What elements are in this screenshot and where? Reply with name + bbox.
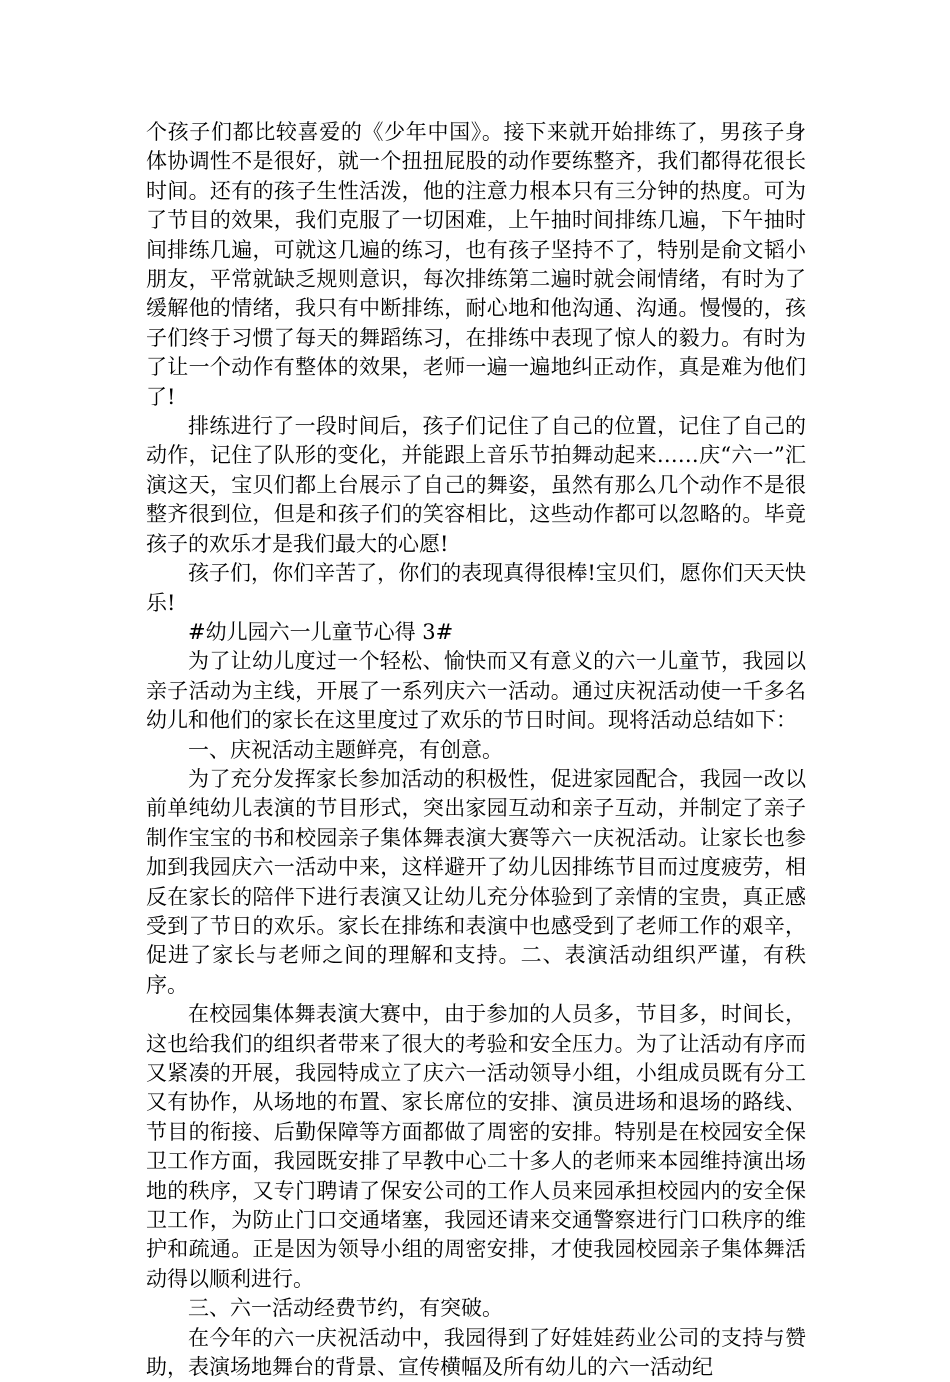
paragraph-intro: 为了让幼儿度过一个轻松、愉快而又有意义的六一儿童节，我园以亲子活动为主线，开展了一系列庆六一活动。通过庆祝活动使一千多名幼儿和他们的家长在这里度过了欢乐的节日时间。现将活动总结如下： [146,649,806,733]
section-heading-3: #幼儿园六一儿童节心得 3# [188,619,454,644]
paragraph-parent-participation: 为了充分发挥家长参加活动的积极性，促进家园配合，我园一改以前单纯幼儿表演的节目形式，突出家园互动和亲子互动，并制定了亲子制作宝宝的书和校园亲子集体舞表演大赛等六一庆祝活动。让家长也参加到我园庆六一活动中来，这样避开了幼儿因排练节目而过度疲劳，相反在家长的陪伴下进行表演又让幼儿充分体验到了亲情的宝贵，真正感受到了节日的欢乐。家长在排练和表演中也感受到了老师工作的艰辛，促进了家长与老师之间的理解和支持。二、表演活动组织严谨，有秩序。 [146,766,806,997]
document-body [146,118,806,1382]
paragraph-sponsorship: 在今年的六一庆祝活动中，我园得到了好娃娃药业公司的支持与赞助，表演场地舞台的背景、宣传横幅及所有幼儿的六一活动纪 [146,1325,806,1380]
paragraph-rehearsal-continued: 个孩子们都比较喜爱的《少年中国》。接下来就开始排练了，男孩子身体协调性不是很好，就一个扭扭屁股的动作要练整齐，我们都得花很长时间。还有的孩子生性活泼，他的注意力根本只有三分钟的热度。可为了节目的效果，我们克服了一切困难，上午抽时间排练几遍，下午抽时间排练几遍，可就这几遍的练习，也有孩子坚持不了，特别是俞文韬小朋友，平常就缺乏规则意识，每次排练第二遍时就会闹情绪，有时为了缓解他的情绪，我只有中断排练，耐心地和他沟通、沟通。慢慢的，孩子们终于习惯了每天的舞蹈练习，在排练中表现了惊人的毅力。有时为了让一个动作有整体的效果，老师一遍一遍地纠正动作，真是难为他们了! [146,120,806,409]
paragraph-wishes: 孩子们，你们辛苦了，你们的表现真得很棒!宝贝们，愿你们天天快乐! [146,561,806,615]
paragraph-organization: 在校园集体舞表演大赛中，由于参加的人员多，节目多，时间长，这也给我们的组织者带来了很大的考验和安全压力。为了让活动有序而又紧凑的开展，我园特成立了庆六一活动领导小组，小组成员既有分工又有协作，从场地的布置、家长席位的安排、演员进场和退场的路线、节目的衔接、后勤保障等方面都做了周密的安排。特别是在校园安全保卫工作方面，我园既安排了早教中心二十多人的老师来本园维持演出场地的秩序，又专门聘请了保安公司的工作人员来园承担校园内的安全保卫工作，为防止门口交通堵塞，我园还请来交通警察进行门口秩序的维护和疏通。正是因为领导小组的周密安排，才使我园校园亲子集体舞活动得以顺利进行。 [146,1002,806,1291]
paragraph-performance-day: 排练进行了一段时间后，孩子们记住了自己的位置，记住了自己的动作，记住了队形的变化，并能跟上音乐节拍舞动起来……庆“六一”汇演这天，宝贝们都上台展示了自己的舞姿，虽然有那么几个动作不是很整齐很到位，但是和孩子们的笑容相比，这些动作都可以忽略的。毕竟孩子的欢乐才是我们最大的心愿! [146,414,806,556]
subheading-funding: 三、六一活动经费节约，有突破。 [188,1296,503,1321]
subheading-theme: 一、庆祝活动主题鲜亮，有创意。 [188,737,503,762]
